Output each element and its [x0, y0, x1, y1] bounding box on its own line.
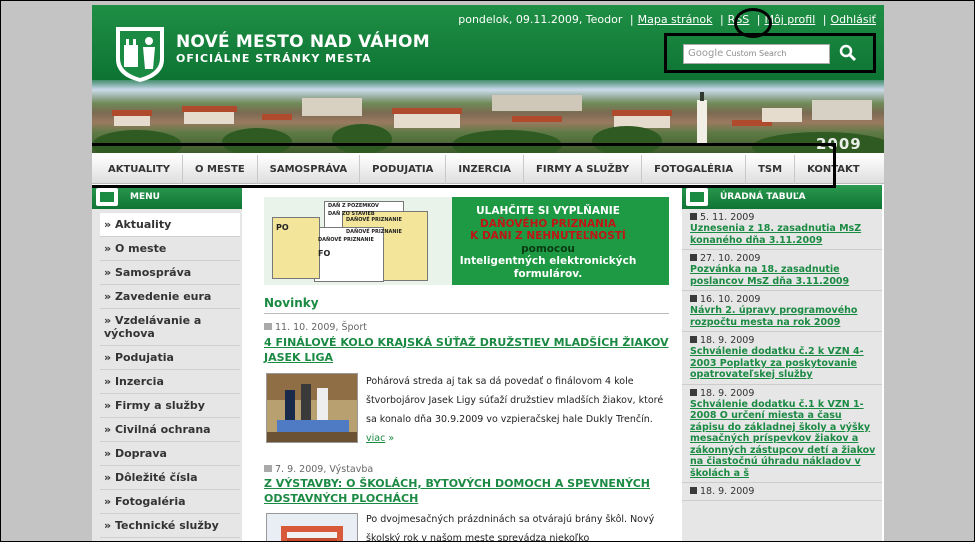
google-brand: Google	[688, 48, 724, 59]
nav-o-meste[interactable]: O MESTE	[183, 155, 258, 184]
board-item: 18. 9. 2009 Schválenie dodatku č.1 k VZN 1-2008 O určení miesta a času zápisu do základnej školy a výšky mesačných príspevkov žiakov a zákonných zástupcov detí a žiakov na čiastočnú úhradu nákladov v školách a š	[682, 385, 882, 484]
rss-link[interactable]: RSS	[727, 13, 750, 26]
board-heading: ÚRADNÁ TABUĽA	[682, 185, 882, 209]
logout-link[interactable]: Odhlásiť	[830, 13, 876, 26]
site-subtitle: OFICIÁLNE STRÁNKY MESTA	[176, 52, 372, 65]
nav-samosprava[interactable]: SAMOSPRÁVA	[258, 155, 361, 184]
sidebar-item-civilna-ochrana[interactable]: » Civilná ochrana	[100, 418, 240, 442]
news-title-link[interactable]: 4 FINÁLOVÉ KOLO KRAJSKÁ SÚŤAŽ DRUŽSTIEV MLADŠÍCH ŽIAKOV JASEK LIGA	[264, 336, 669, 364]
sidebar-item-technicke-sluzby[interactable]: » Technické služby	[100, 514, 240, 538]
news-excerpt: Po dvojmesačných prázdninách sa otvárajú brány škôl. Nový školský rok v našom meste sprevádza niekoľko	[366, 514, 655, 542]
site-title[interactable]: NOVÉ MESTO NAD VÁHOM	[176, 32, 430, 52]
board-item: 18. 9. 2009	[682, 483, 882, 501]
tax-form-banner[interactable]	[264, 197, 669, 285]
church-tower-decor	[697, 100, 707, 145]
news-thumbnail[interactable]	[266, 373, 358, 443]
board-icon	[686, 188, 708, 206]
city-crest-logo[interactable]	[114, 25, 166, 83]
board-item-link[interactable]: Návrh 2. úpravy programového rozpočtu mesta na rok 2009	[690, 305, 858, 328]
my-profile-link[interactable]: Môj profil	[764, 13, 816, 26]
sidebar-item-firmy[interactable]: » Firmy a služby	[100, 394, 240, 418]
search-input[interactable]	[683, 44, 830, 64]
page	[92, 5, 884, 542]
sidebar-item-zavedenie-eura[interactable]: » Zavedenie eura	[100, 285, 240, 309]
nav-aktuality[interactable]: AKTUALITY	[96, 155, 183, 184]
sitemap-link[interactable]: Mapa stránok	[637, 13, 713, 26]
board-item-link[interactable]: Schválenie dodatku č.1 k VZN 1-2008 O určení miesta a času zápisu do základnej školy a výšky mesačných príspevkov žiakov a zákonných zástupcov detí a žiakov na čiastočnú úhradu nákladov v školách a š	[690, 398, 876, 479]
nav-kontakt[interactable]: KONTAKT	[807, 164, 860, 175]
sidebar-item-inzercia[interactable]: » Inzercia	[100, 370, 240, 394]
nav-tsm[interactable]: TSM	[746, 155, 795, 184]
news-excerpt: Pohárová streda aj tak sa dá povedať o finálovom 4 kole štvorbojárov Jasek Ligy súťaží družstiev mladších žiakov, ktoré sa konalo dňa 30.9.2009 vo vzpieračskej hale Dukly Trenčín. viac »	[366, 376, 664, 444]
main-nav	[92, 155, 884, 184]
sidebar-item-vzdelavanie[interactable]: » Vzdelávanie a výchova	[100, 309, 240, 346]
left-menu	[92, 209, 242, 538]
search-highlight-box	[664, 33, 876, 73]
right-sidebar	[682, 185, 882, 542]
sidebar-item-podujatia[interactable]: » Podujatia	[100, 346, 240, 370]
sidebar-item-doprava[interactable]: » Doprava	[100, 442, 240, 466]
search-icon[interactable]	[838, 43, 858, 63]
menu-heading: MENU	[92, 185, 242, 209]
sidebar-item-dolezite-cisla[interactable]: » Dôležité čísla	[100, 466, 240, 490]
year-overlay: 2009	[816, 135, 862, 153]
nav-firmy-a-sluzby[interactable]: FIRMY A SLUŽBY	[524, 155, 642, 184]
nav-fotogaleria[interactable]: FOTOGALÉRIA	[642, 155, 746, 184]
news-meta: 7. 9. 2009, Výstavba	[264, 464, 373, 475]
sidebar-item-samosprava[interactable]: » Samospráva	[100, 261, 240, 285]
menu-icon	[96, 188, 118, 206]
nav-podujatia[interactable]: PODUJATIA	[360, 155, 446, 184]
board-item: 16. 10. 2009 Návrh 2. úpravy programového rozpočtu mesta na rok 2009	[682, 291, 882, 332]
sidebar-item-o-meste[interactable]: » O meste	[100, 237, 240, 261]
sidebar-item-aktuality[interactable]: » Aktuality	[100, 213, 240, 237]
board-item: 27. 10. 2009 Pozvánka na 18. zasadnutie poslancov MsZ dňa 3.11.2009	[682, 250, 882, 291]
board-item: 5. 11. 2009 Uznesenia z 18. zasadnutia MsZ konaného dňa 3.11.2009	[682, 209, 882, 250]
nav-inzercia[interactable]: INZERCIA	[446, 155, 524, 184]
tax-forms-image: DAŇ Z POZEMKOV DAŇ ZO STAVIEB DAŇOVÉ PRIZNANIE DAŇOVÉ PRIZNANIE DAŇOVÉ PRIZNANIE PO FO	[264, 197, 452, 285]
board-item: 18. 9. 2009 Schválenie dodatku č.2 k VZN 4-2003 Poplatky za poskytovanie opatrovateľskej služby	[682, 332, 882, 385]
board-item-link[interactable]: Schválenie dodatku č.2 k VZN 4-2003 Poplatky za poskytovanie opatrovateľskej služby	[690, 346, 864, 380]
search-placeholder: Custom Search	[725, 49, 787, 58]
left-sidebar	[92, 185, 242, 542]
sidebar-item-fotogaleria[interactable]: » Fotogaléria	[100, 490, 240, 514]
board-item-link[interactable]: Pozvánka na 18. zasadnutie poslancov MsZ dňa 3.11.2009	[690, 264, 850, 287]
news-heading: Novinky	[264, 296, 319, 310]
header	[92, 5, 884, 153]
news-title-link[interactable]: Z VÝSTAVBY: O ŠKOLÁCH, BYTOVÝCH DOMOCH A SPEVNENÝCH ODSTAVNÝCH PLOCHÁCH	[264, 477, 650, 505]
news-meta: 11. 10. 2009, Šport	[264, 322, 367, 333]
board-item-link[interactable]: Uznesenia z 18. zasadnutia MsZ konaného dňa 3.11.2009	[690, 223, 862, 246]
date-user-text: pondelok, 09.11.2009, Teodor	[458, 13, 623, 26]
read-more-link[interactable]: viac	[366, 433, 386, 444]
nav-highlight-box	[92, 143, 836, 188]
main-content	[252, 185, 672, 542]
top-bar: pondelok, 09.11.2009, Teodor | Mapa stránok | RSS | Môj profil | Odhlásiť	[458, 13, 876, 26]
news-thumbnail[interactable]	[266, 513, 358, 542]
banner-text: ULAHČITE SI VYPLŇANIE DAŇOVÉHO PRIZNANIA K DANI Z NEHNUTEĽNOSTÍ pomocou Inteligentných elektronických formulárov.	[459, 205, 637, 280]
